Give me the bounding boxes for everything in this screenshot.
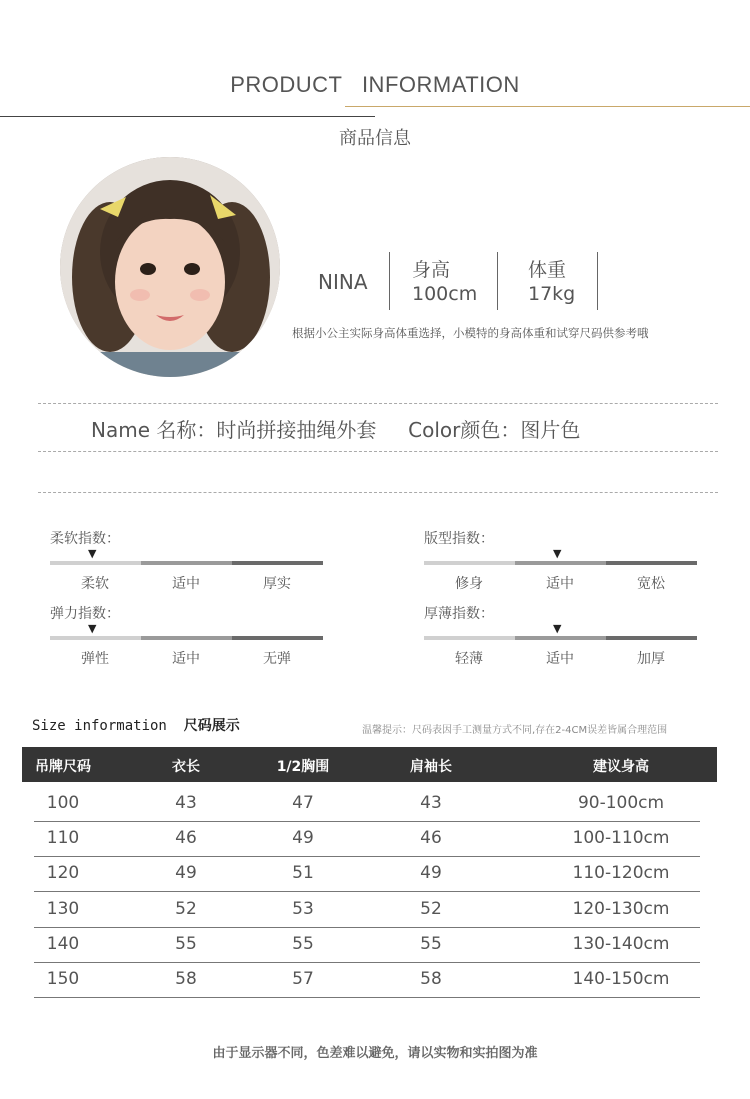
size-table-cell: 110-120cm	[572, 863, 670, 884]
size-table-cell: 43	[420, 793, 442, 813]
index-scale-bar	[50, 561, 141, 565]
title-divider	[0, 116, 375, 117]
size-table-column-header: 建议身高	[593, 759, 649, 775]
index-scale-bar	[515, 561, 606, 565]
product-color: Color颜色：图片色	[408, 418, 581, 442]
size-table-cell: 130-140cm	[572, 933, 670, 954]
index-option: 适中	[172, 651, 200, 667]
size-title-en: Size information	[32, 718, 167, 734]
dashed-divider	[38, 403, 718, 404]
height-value: 100cm	[412, 283, 478, 305]
product-name-row	[91, 414, 580, 443]
size-title-cn: 尺码展示	[183, 718, 240, 734]
size-table-cell: 46	[420, 828, 442, 849]
size-table-cell: 55	[420, 933, 442, 954]
size-table-cell: 150	[46, 969, 80, 989]
stat-divider	[389, 252, 390, 310]
size-table-cell: 55	[175, 933, 197, 954]
footer-note: 由于显示器不同，色差难以避免，请以实物和实拍图为准	[212, 1046, 538, 1061]
index-scale-bar	[606, 636, 697, 640]
size-table-cell: 110	[46, 828, 80, 849]
index-option: 弹性	[81, 651, 109, 667]
size-table-cell: 49	[420, 863, 442, 884]
model-weight	[528, 258, 575, 306]
index-option: 适中	[546, 651, 574, 667]
index-label: 版型指数：	[424, 531, 494, 547]
size-section-title	[32, 715, 240, 735]
size-table-column-header: 1/2胸围	[276, 759, 330, 775]
index-scale-bar	[515, 636, 606, 640]
dashed-divider	[38, 492, 718, 493]
index-scale-bar	[424, 636, 515, 640]
index-selected-marker: ▼	[553, 547, 562, 560]
size-table-cell: 53	[292, 898, 314, 919]
size-table-cell: 120-130cm	[572, 898, 670, 919]
stat-divider	[497, 252, 498, 310]
size-table-row-divider	[34, 962, 700, 963]
size-table-cell: 43	[175, 793, 197, 813]
height-label: 身高	[412, 259, 451, 281]
size-table-cell: 55	[292, 933, 314, 954]
size-table-column-header: 肩袖长	[410, 759, 452, 775]
index-scale-bar	[50, 636, 141, 640]
index-option: 轻薄	[455, 651, 483, 667]
index-scale-bar	[424, 561, 515, 565]
size-table-cell: 57	[292, 969, 314, 989]
model-name: NINA	[318, 270, 368, 294]
size-tip: 温馨提示：尺码表因手工测量方式不同,存在2-4CM误差皆属合理范围	[362, 725, 668, 736]
size-table-cell: 100	[46, 793, 80, 813]
section-title-left: PRODUCT	[230, 72, 343, 97]
index-scale-bar	[232, 561, 323, 565]
index-selected-marker: ▼	[553, 622, 562, 635]
size-table-cell: 58	[420, 969, 442, 989]
index-label: 弹力指数：	[50, 606, 120, 622]
size-table-row-divider	[34, 856, 700, 857]
size-table-cell: 51	[292, 863, 314, 884]
size-table-row-divider	[34, 997, 700, 998]
size-table-cell: 100-110cm	[572, 828, 670, 849]
index-option: 加厚	[637, 651, 665, 667]
product-name: Name 名称：时尚拼接抽绳外套	[91, 418, 377, 442]
weight-label: 体重	[528, 259, 567, 281]
size-table-cell: 120	[46, 863, 80, 884]
size-table-column-header: 吊牌尺码	[35, 759, 91, 775]
section-subtitle: 商品信息	[339, 128, 411, 149]
index-label: 柔软指数：	[50, 531, 120, 547]
size-table-cell: 140	[46, 933, 80, 954]
section-title-right: INFORMATION	[361, 72, 520, 97]
dashed-divider	[38, 451, 718, 452]
index-scale-bar	[141, 636, 232, 640]
size-table-cell: 47	[292, 793, 314, 813]
size-table-cell: 49	[292, 828, 314, 849]
section-title	[0, 72, 750, 98]
index-selected-marker: ▼	[88, 622, 97, 635]
stat-divider	[597, 252, 598, 310]
index-scale-bar	[141, 561, 232, 565]
index-option: 宽松	[637, 576, 665, 592]
index-option: 无弹	[263, 651, 291, 667]
accent-divider	[345, 106, 750, 107]
model-note: 根据小公主实际身高体重选择，小模特的身高体重和试穿尺码供参考哦	[292, 326, 649, 340]
size-table-cell: 52	[175, 898, 197, 919]
index-selected-marker: ▼	[88, 547, 97, 560]
index-option: 修身	[455, 576, 483, 592]
model-photo-illustration	[60, 157, 280, 377]
index-label: 厚薄指数：	[424, 606, 494, 622]
model-photo	[60, 157, 280, 377]
size-table-cell: 130	[46, 898, 80, 919]
index-scale-bar	[606, 561, 697, 565]
size-table-cell: 90-100cm	[577, 793, 665, 813]
size-table-cell: 49	[175, 863, 197, 884]
size-table-row-divider	[34, 821, 700, 822]
index-option: 适中	[172, 576, 200, 592]
weight-value: 17kg	[528, 283, 576, 305]
size-table-column-header: 衣长	[172, 759, 200, 775]
size-table-cell: 140-150cm	[572, 969, 670, 989]
index-option: 柔软	[81, 576, 109, 592]
size-table-row-divider	[34, 927, 700, 928]
model-height	[412, 258, 477, 306]
size-table-row-divider	[34, 891, 700, 892]
size-table-cell: 58	[175, 969, 197, 989]
size-table-cell: 52	[420, 898, 442, 919]
index-scale-bar	[232, 636, 323, 640]
index-option: 适中	[546, 576, 574, 592]
size-table-cell: 46	[175, 828, 197, 849]
index-option: 厚实	[263, 576, 291, 592]
